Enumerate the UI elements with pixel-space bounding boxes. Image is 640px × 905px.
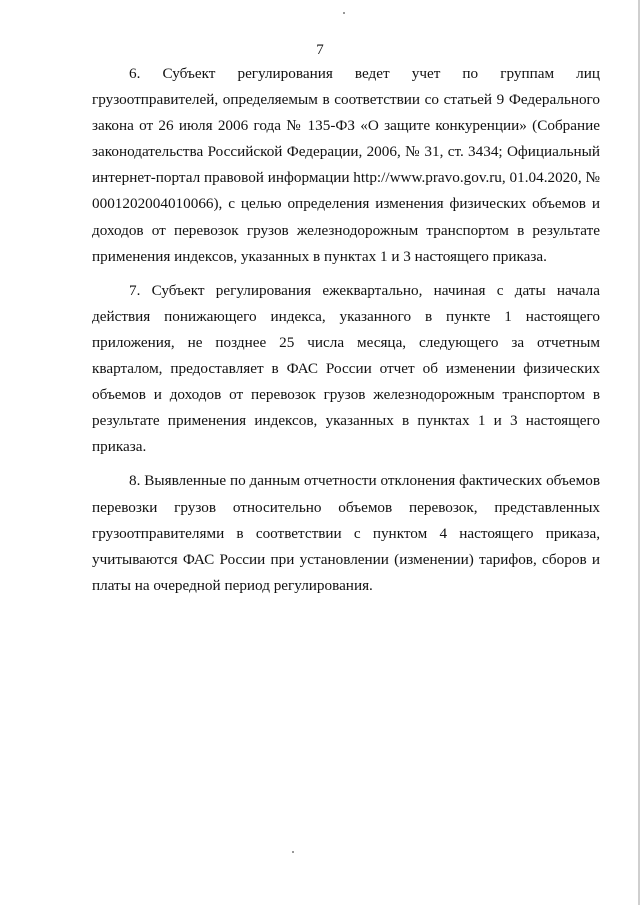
page-number: 7 xyxy=(316,42,324,58)
scan-speck xyxy=(343,12,345,14)
scan-speck xyxy=(292,851,294,853)
paragraph-6: 6. Субъект регулирования ведет учет по группам лиц грузоотправителей, определяемым в соответствии со статьей 9 Федерального закона от 26 июля 2006 года № 135-ФЗ «О защите конкуренции» (Собрание законодательства Российской Федерации, 2006, № 31, ст. 3434; Официальный интернет-портал правовой информации http://www.pravo.gov.ru, 01.04.2020, № 0001202004010066), с целью определения изменения физических объемов и доходов от перевозок грузов железнодорожным транспортом в результате применения индексов, указанных в пунктах 1 и 3 настоящего приказа. xyxy=(92,65,600,265)
document-body xyxy=(92,61,600,607)
paragraph-8: 8. Выявленные по данным отчетности отклонения фактических объемов перевозки грузов относительно объемов перевозок, представленных грузоотправителями в соответствии с пунктом 4 настоящего приказа, учитываются ФАС России при установлении (изменении) тарифов, сборов и платы на очередной период регулирования. xyxy=(92,472,600,594)
paragraph-7: 7. Субъект регулирования ежеквартально, начиная с даты начала действия понижающего индекса, указанного в пункте 1 настоящего приложения, не позднее 25 числа месяца, следующего за отчетным кварталом, предоставляет в ФАС России отчет об изменении физических объемов и доходов от перевозок грузов железнодорожным транспортом в результате применения индексов, указанных в пунктах 1 и 3 настоящего приказа. xyxy=(92,281,600,456)
